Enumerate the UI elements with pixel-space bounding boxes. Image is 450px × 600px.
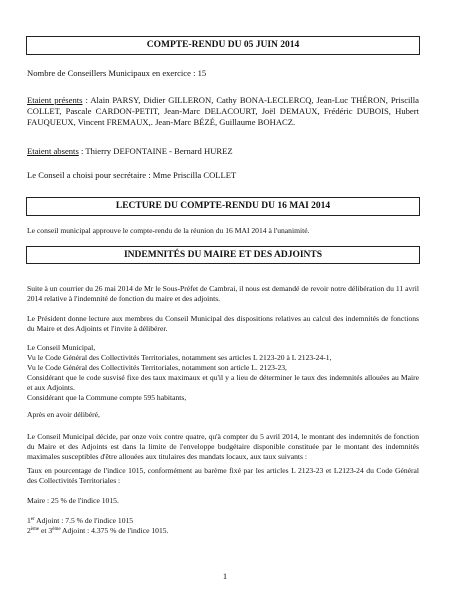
maire-rate bbox=[27, 496, 419, 506]
apres-deliberation bbox=[27, 410, 419, 420]
presents-paragraph bbox=[27, 95, 419, 129]
page-title: COMPTE-RENDU DU 05 JUIN 2014 bbox=[146, 40, 300, 50]
section-title-lecture: LECTURE DU COMPTE-RENDU DU 16 MAI 2014 bbox=[115, 201, 331, 211]
absents-label: Etaient absents bbox=[27, 146, 79, 156]
adjoint1-text: Adjoint : 7.5 % de l'indice 1015 bbox=[36, 516, 134, 525]
considerant-line: Vu le Code Général des Collectivités Territoriales, notamment son article L. 2123-23, bbox=[27, 363, 287, 372]
section2-para2 bbox=[27, 314, 419, 334]
absents-paragraph bbox=[27, 146, 419, 157]
section2-para1 bbox=[27, 284, 419, 304]
considerant-line: Considérant que le code susvisé fixe des taux maximaux et qu'il y a lieu de déterminer le taux des indemnités allouées au Maire et aux Adjoints. bbox=[27, 373, 419, 392]
adjoint23-sup1: ème bbox=[30, 527, 40, 532]
lecture-text: Le Président donne lecture aux membres du Conseil Municipal des dispositions relatives au calcul des indemnités de fonctions du Maire et des Adjoints et l'invite à délibérer. bbox=[27, 314, 419, 333]
adjoint23-rate bbox=[27, 526, 419, 536]
adjoint23-num1: 2 bbox=[27, 526, 31, 535]
section-title-indemnites: INDEMNITÉS DU MAIRE ET DES ADJOINTS bbox=[123, 250, 323, 260]
apres-text: Après en avoir délibéré, bbox=[27, 410, 100, 419]
presents-label: Etaient présents bbox=[27, 95, 83, 105]
decision-text: Le Conseil Municipal décide, par onze voix contre quatre, qu'à compter du 5 avril 2014, le montant des indemnités de fonction du Maire et des Adjoints est dans la limite de l'enveloppe budgétaire disponible constituée par le montant des indemnités maximales susceptibles d'être allouées aux titulaires des mandats locaux, aux taux suivants : bbox=[27, 432, 419, 461]
courrier-text: Suite à un courrier du 26 mai 2014 de Mr le Sous-Préfet de Cambrai, il nous est demandé de revoir notre délibération du 11 avril 2014 relative à l'indemnité de fonction du maire et des adjoints. bbox=[27, 284, 419, 303]
secretaire-text: Le Conseil a choisi pour secrétaire : Mme Priscilla COLLET bbox=[27, 170, 237, 180]
considerant-line: Considérant que la Commune compte 595 habitants, bbox=[27, 393, 187, 402]
adjoint23-text: Adjoint : 4.375 % de l'indice 1015. bbox=[62, 526, 169, 535]
considerant-line: Vu le Code Général des Collectivités Territoriales, notamment ses articles L 2123-20 à L 2123-24-1, bbox=[27, 353, 332, 362]
conseillers-count bbox=[27, 68, 419, 79]
considerants-block bbox=[27, 343, 419, 403]
section1-text bbox=[27, 226, 419, 236]
adjoint1-sup: er bbox=[30, 517, 35, 522]
adjoint1-num: 1 bbox=[27, 516, 31, 525]
section-title-box-1 bbox=[26, 197, 420, 216]
taux-paragraph bbox=[27, 466, 419, 486]
considerant-line: Le Conseil Municipal, bbox=[27, 343, 96, 352]
section-title-box-2 bbox=[26, 246, 420, 264]
adjoint23-sup2: ème bbox=[52, 527, 61, 532]
decision-paragraph bbox=[27, 432, 419, 462]
taux-text: Taux en pourcentage de l'indice 1015, conformément au barème fixé par les articles L 2123-23 et L2123-24 du Code Général des Collectivités Territoriales : bbox=[27, 466, 419, 485]
presents-list: : Alain PARSY, Didier GILLERON, Cathy BONA-LECLERCQ, Jean-Luc THÉRON, Priscilla COLLET, Pascale CARDON-PETIT, Jean-Marc DELACOURT, Joël DEMAUX, Frédéric DUBOIS, Hubert FAUQUEUX, Vincent FREMAUX,. Jean-Marc BÉZÉ, Guillaume BOHACZ. bbox=[27, 95, 419, 128]
absents-list: : Thierry DEFONTAINE - Bernard HUREZ bbox=[80, 146, 233, 156]
adjoint1-rate bbox=[27, 516, 419, 526]
adjoint23-mid: et 3 bbox=[41, 526, 53, 535]
conseillers-count-text: Nombre de Conseillers Municipaux en exercice : 15 bbox=[27, 68, 207, 78]
page-number-text: 1 bbox=[222, 571, 228, 581]
secretaire-paragraph bbox=[27, 170, 419, 181]
header-title-box bbox=[26, 36, 420, 55]
section1-approval: Le conseil municipal approuve le compte-rendu de la réunion du 16 MAI 2014 à l'unanimité. bbox=[27, 226, 310, 235]
maire-rate-text: Maire : 25 % de l'indice 1015. bbox=[27, 496, 119, 505]
page-number bbox=[0, 571, 450, 581]
